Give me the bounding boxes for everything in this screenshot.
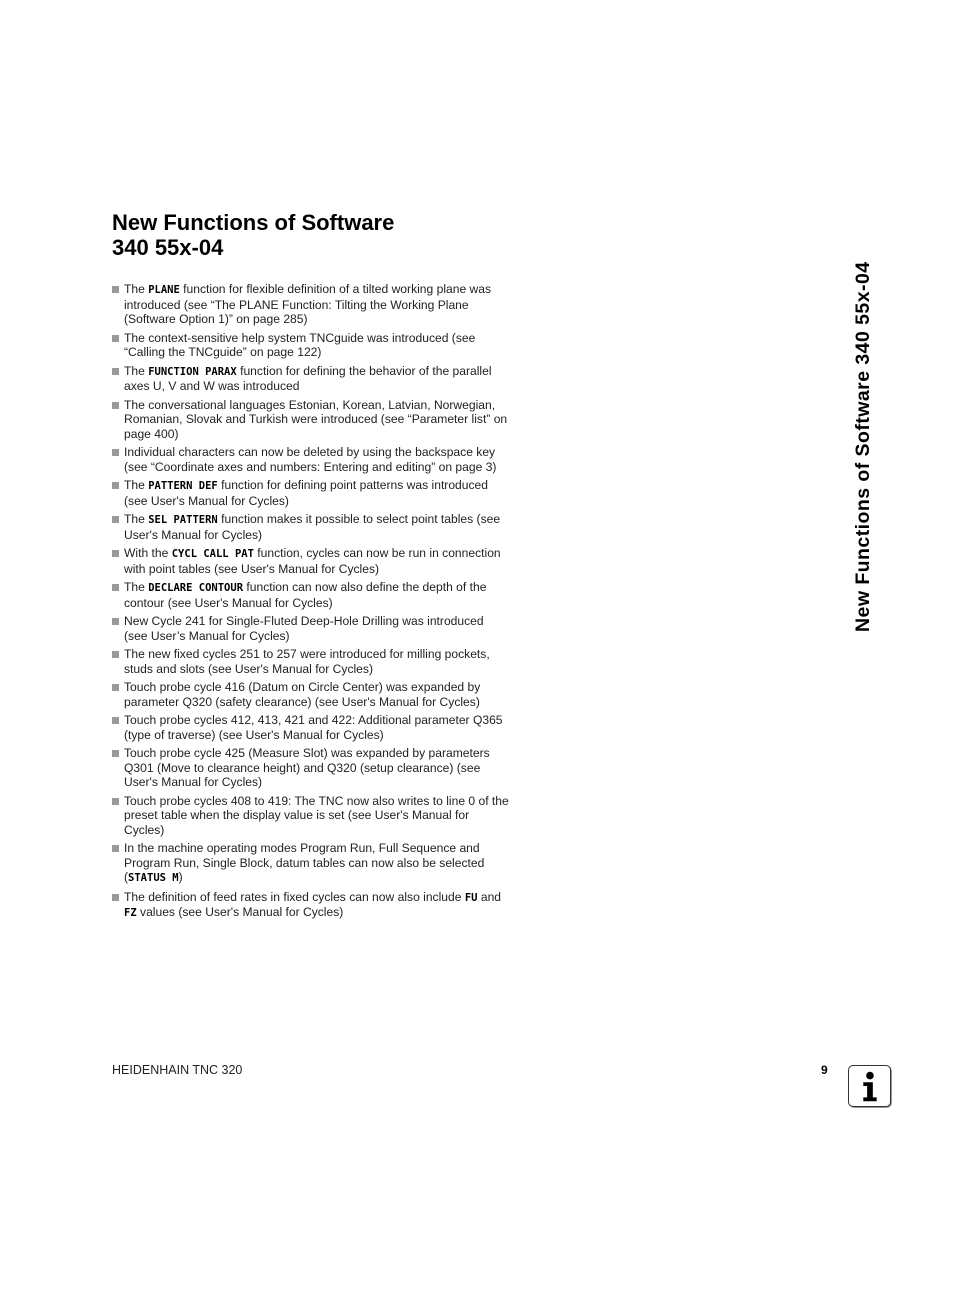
item-text: ) xyxy=(178,870,183,884)
list-item xyxy=(112,282,510,327)
item-text: function makes it possible to select point tables (see User's Manual for Cycles) xyxy=(124,512,501,542)
code-keyword: CYCL CALL PAT xyxy=(171,548,254,560)
list-item xyxy=(112,512,510,542)
item-text: The xyxy=(124,363,149,378)
item-text: With the xyxy=(124,546,172,560)
list-item xyxy=(112,614,510,643)
item-text: function for defining the behavior of the parallel axes U, V and W was introduced xyxy=(124,363,492,393)
square-bullet-icon xyxy=(112,286,119,293)
item-text: The definition of feed rates in fixed cycles can now also include xyxy=(124,889,465,904)
list-item xyxy=(112,841,510,886)
code-keyword: PLANE xyxy=(148,284,180,296)
info-icon xyxy=(848,1065,891,1107)
square-bullet-icon xyxy=(112,335,119,342)
list-item xyxy=(112,713,510,742)
item-text: The xyxy=(124,282,149,296)
code-keyword: SEL PATTERN xyxy=(148,514,218,526)
square-bullet-icon xyxy=(112,516,119,523)
list-item xyxy=(112,794,510,838)
code-keyword: FZ xyxy=(124,907,137,919)
list-item xyxy=(112,746,510,790)
code-keyword: DECLARE CONTOUR xyxy=(148,582,244,594)
square-bullet-icon xyxy=(112,684,119,691)
square-bullet-icon xyxy=(112,845,119,852)
item-text: Individual characters can now be deleted by using the backspace key (see “Coordinate axes and numbers: Entering and editing” on page 3) xyxy=(124,445,497,474)
square-bullet-icon xyxy=(112,618,119,625)
item-text: The xyxy=(124,478,149,492)
item-text: function for defining point patterns was introduced (see User's Manual for Cycles) xyxy=(124,478,489,508)
page-heading xyxy=(112,210,394,260)
page-number: 9 xyxy=(821,1063,828,1077)
item-text: and xyxy=(477,889,502,904)
item-text: The new fixed cycles 251 to 257 were introduced for milling pockets, studs and slots (see User's Manual for Cycles) xyxy=(124,647,490,676)
list-item xyxy=(112,364,510,394)
code-keyword: FU xyxy=(464,891,478,904)
square-bullet-icon xyxy=(112,798,119,805)
page-heading-line2: 340 55x-04 xyxy=(112,235,224,260)
side-chapter-title: New Functions of Software 340 55x-04 xyxy=(852,261,874,632)
square-bullet-icon xyxy=(112,368,119,375)
list-item xyxy=(112,398,510,442)
list-item xyxy=(112,445,510,474)
square-bullet-icon xyxy=(112,750,119,757)
item-text: The xyxy=(124,580,149,594)
item-text: The context-sensitive help system TNCguide was introduced (see “Calling the TNCguide” on page 122) xyxy=(124,330,476,359)
code-keyword: STATUS M xyxy=(128,872,179,884)
item-text: Touch probe cycle 425 (Measure Slot) was expanded by parameters Q301 (Move to clearance height) and Q320 (setup clearance) (see User's Manual for Cycles) xyxy=(124,746,490,789)
item-text: Touch probe cycles 408 to 419: The TNC now also writes to line 0 of the preset table when the display value is set (see User's Manual for Cycles) xyxy=(124,793,509,837)
item-text: function for flexible definition of a tilted working plane was introduced (see “The PLANE Function: Tilting the Working Plane (Software Option 1)” on page 285) xyxy=(124,282,492,326)
item-text: Touch probe cycle 416 (Datum on Circle Center) was expanded by parameter Q320 (safety clearance) (see User's Manual for Cycles) xyxy=(124,680,481,709)
square-bullet-icon xyxy=(112,651,119,658)
page-heading-line1: New Functions of Software xyxy=(112,210,395,235)
list-item xyxy=(112,580,510,610)
footer-manual-name: HEIDENHAIN TNC 320 xyxy=(112,1063,243,1077)
list-item xyxy=(112,680,510,709)
square-bullet-icon xyxy=(112,584,119,591)
square-bullet-icon xyxy=(112,894,119,901)
square-bullet-icon xyxy=(112,449,119,456)
item-text: function can now also define the depth of the contour (see User's Manual for Cycles) xyxy=(124,580,487,610)
square-bullet-icon xyxy=(112,402,119,409)
code-keyword: FUNCTION PARAX xyxy=(148,365,237,378)
list-item xyxy=(112,890,510,921)
item-text: New Cycle 241 for Single-Fluted Deep-Hole Drilling was introduced (see User’s Manual for Cycles) xyxy=(124,614,484,643)
item-text: The xyxy=(124,512,149,526)
square-bullet-icon xyxy=(112,550,119,557)
item-text: function, cycles can now be run in connection with point tables (see User's Manual for Cycles) xyxy=(124,546,501,576)
list-item xyxy=(112,647,510,676)
square-bullet-icon xyxy=(112,717,119,724)
list-item xyxy=(112,478,510,508)
code-keyword: PATTERN DEF xyxy=(148,480,218,492)
item-text: The conversational languages Estonian, Korean, Latvian, Norwegian, Romanian, Slovak and Turkish were introduced (see “Parameter list” on page 400) xyxy=(124,397,508,441)
list-item xyxy=(112,546,510,576)
info-glyph xyxy=(849,1066,890,1106)
item-text: Touch probe cycles 412, 413, 421 and 422: Additional parameter Q365 (type of traverse) (see User's Manual for Cycles) xyxy=(124,713,503,742)
new-functions-list xyxy=(112,282,510,925)
square-bullet-icon xyxy=(112,482,119,489)
item-text: In the machine operating modes Program Run, Full Sequence and Program Run, Single Block, datum tables can now also be selected ( xyxy=(124,841,485,884)
list-item xyxy=(112,331,510,360)
item-text: values (see User's Manual for Cycles) xyxy=(136,905,344,919)
